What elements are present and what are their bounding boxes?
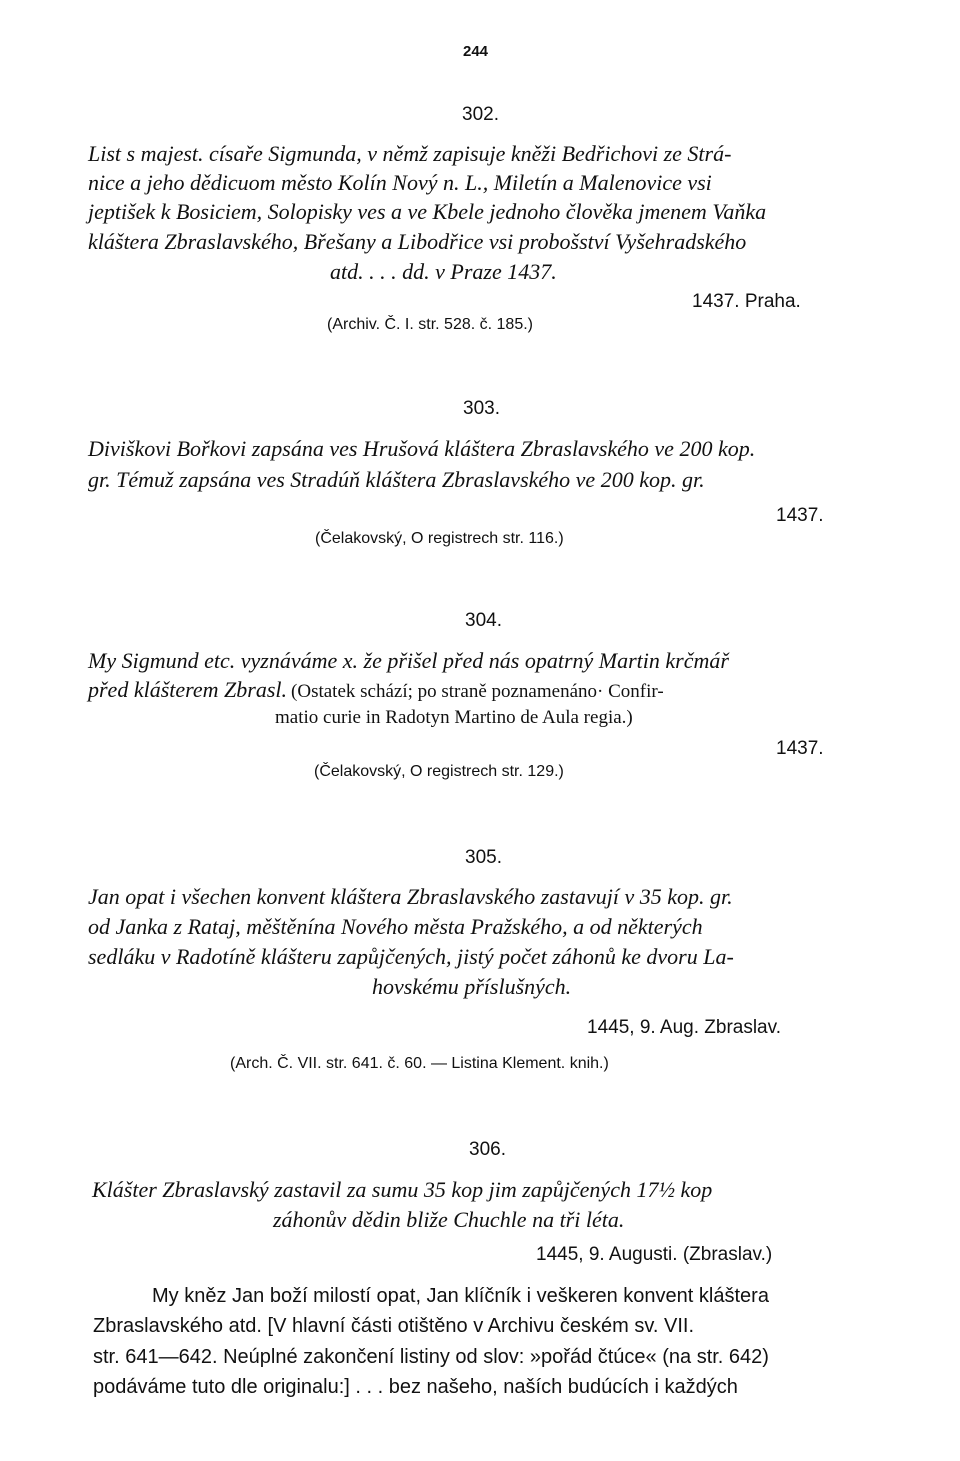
entry-date: 1445, 9. Aug. Zbraslav. — [587, 1017, 781, 1038]
entry-source: (Arch. Č. VII. str. 641. č. 60. — Listina Klement. knih.) — [230, 1055, 609, 1072]
entry-date: 1445, 9. Augusti. (Zbraslav.) — [536, 1244, 773, 1265]
regest-line: My Sigmund etc. vyznáváme x. že přišel před nás opatrný Martin krčmář — [88, 648, 729, 673]
body-line: My kněz Jan boží milostí opat, Jan klíčník i veškeren konvent kláštera — [152, 1285, 769, 1307]
regest-line: hovskému příslušných. — [372, 974, 572, 999]
regest-line: od Janka z Rataj, měštěnína Nového města Pražského, a od některých — [88, 914, 703, 939]
entry-number: 305. — [465, 847, 502, 868]
entry-source: (Čelakovský, O registrech str. 116.) — [315, 530, 564, 547]
page-number: 244 — [463, 43, 489, 60]
regest-mixed-line — [88, 677, 664, 703]
entry-number: 302. — [462, 104, 499, 125]
regest-line: Diviškovi Bořkovi zapsána ves Hrušová kláštera Zbraslavského ve 200 kop. — [88, 436, 756, 461]
entry-number: 304. — [465, 610, 502, 631]
body-line: podáváme tuto dle originalu:] . . . bez našeho, naších budúcích i každých — [93, 1376, 738, 1398]
regest-line: kláštera Zbraslavského, Břešany a Libodřice vsi probošství Vyšehradského — [88, 229, 747, 254]
entry-number: 303. — [463, 398, 500, 419]
editor-note-line: matio curie in Radotyn Martino de Aula regia.) — [275, 707, 633, 728]
entry-number: 306. — [469, 1139, 506, 1160]
regest-line: Jan opat i všechen konvent kláštera Zbraslavského zastavují v 35 kop. gr. — [88, 884, 733, 909]
regest-line: gr. Témuž zapsána ves Stradúň kláštera Zbraslavského ve 200 kop. gr. — [88, 467, 705, 492]
regest-line: Klášter Zbraslavský zastavil za sumu 35 kop jim zapůjčených 17½ kop — [92, 1177, 713, 1202]
regest-line: nice a jeho dědicuom město Kolín Nový n. L., Miletín a Malenovice vsi — [88, 170, 712, 195]
regest-line: List s majest. císaře Sigmunda, v němž zapisuje kněži Bedřichovi ze Strá- — [88, 141, 732, 166]
entry-source: (Čelakovský, O registrech str. 129.) — [314, 763, 564, 780]
body-line: Zbraslavského atd. [V hlavní části otištěno v Archivu českém sv. VII. — [93, 1315, 694, 1337]
body-line: str. 641—642. Neúplné zakončení listiny od slov: »pořád čtúce« (na str. 642) — [93, 1346, 769, 1368]
regest-line: sedláku v Radotíně klášteru zapůjčených, jistý počet záhonů ke dvoru La- — [88, 944, 734, 969]
entry-source: (Archiv. Č. I. str. 528. č. 185.) — [327, 316, 533, 333]
entry-date: 1437. Praha. — [692, 291, 801, 312]
editor-note: (Ostatek schází; po straně poznamenáno· Confir- — [291, 681, 664, 702]
regest-line: atd. . . . dd. v Praze 1437. — [330, 259, 557, 284]
regest-line: jeptišek k Bosiciem, Solopisky ves a ve Kbele jednoho člověka jmenem Vaňka — [88, 199, 767, 224]
entry-date: 1437. — [776, 738, 824, 759]
regest-italic-part: před klášterem Zbrasl. — [88, 677, 288, 702]
regest-line: záhonův dědin bliže Chuchle na tři léta. — [273, 1207, 625, 1232]
entry-date: 1437. — [776, 505, 824, 526]
